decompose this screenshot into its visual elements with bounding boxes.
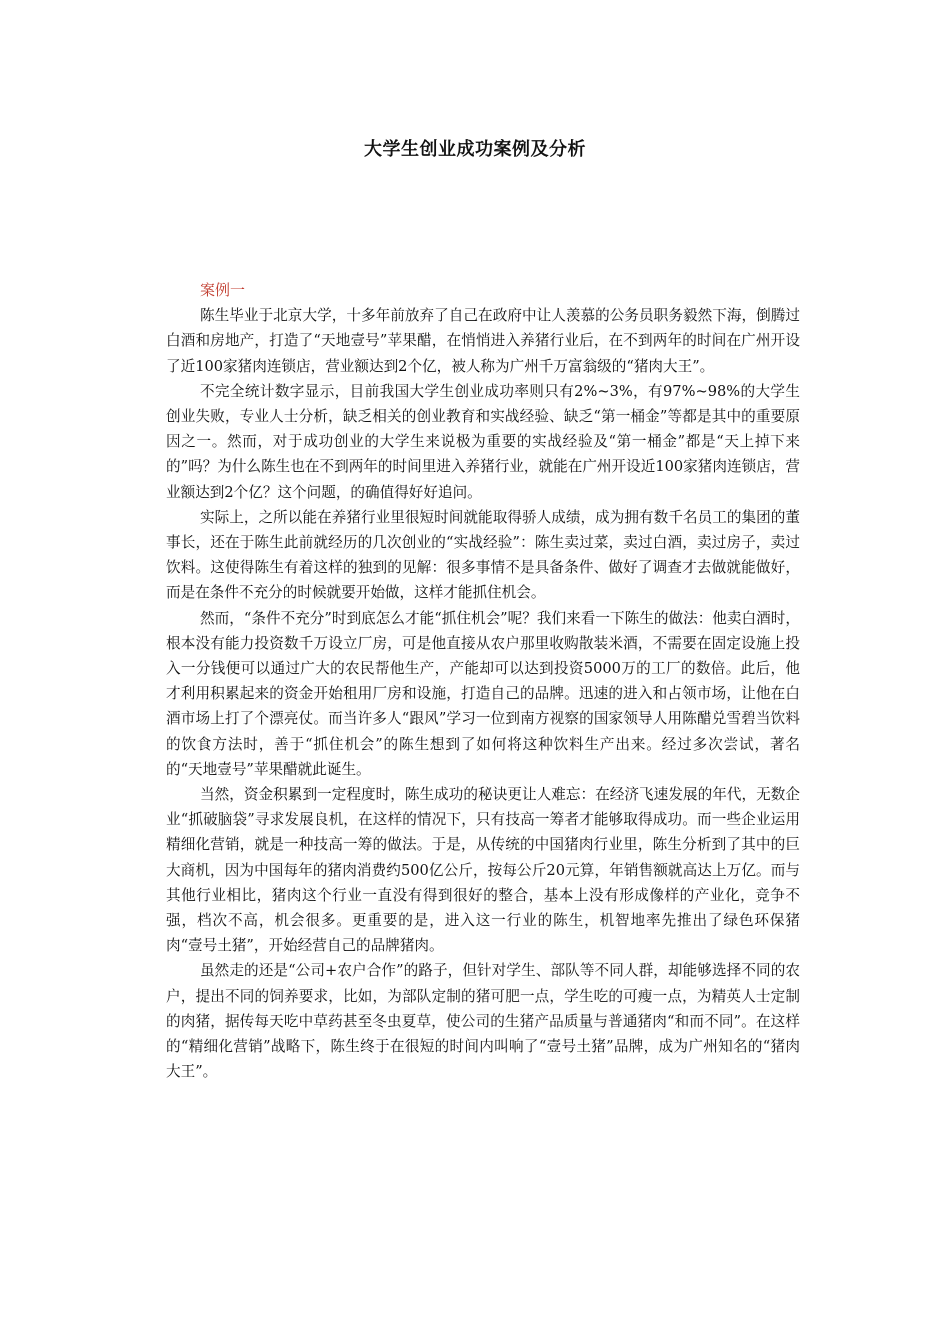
paragraph-3: 实际上，之所以能在养猪行业里很短时间就能取得骄人成绩，成为拥有数千名员工的集团的董事长，还在于陈生此前就经历的几次创业的“实战经验”：陈生卖过菜，卖过白酒，卖过房子，卖过饮料。这使得陈生有着这样的独到的见解：很多事情不是具备条件、做好了调查才去做就能做好，而是在条件不充分的时候就要开始做，这样才能抓住机会。 bbox=[166, 508, 800, 602]
section-heading-case-1: 案例一 bbox=[200, 281, 246, 299]
document-body bbox=[166, 278, 800, 1085]
paragraph-2: 不完全统计数字显示，目前我国大学生创业成功率则只有2%~3%，有97%~98%的大学生创业失败，专业人士分析，缺乏相关的创业教育和实战经验、缺乏“第一桶金”等都是其中的重要原因之一。然而，对于成功创业的大学生来说极为重要的实战经验及“第一桶金”都是“天上掉下来的”吗？为什么陈生也在不到两年的时间里进入养猪行业，就能在广州开设近100家猪肉连锁店，营业额达到2个亿？这个问题，的确值得好好追问。 bbox=[166, 382, 800, 501]
paragraph-5: 当然，资金积累到一定程度时，陈生成功的秘诀更让人难忘：在经济飞速发展的年代，无数企业“抓破脑袋”寻求发展良机，在这样的情况下，只有技高一筹者才能够取得成功。而一些企业运用精细化营销，就是一种技高一筹的做法。于是，从传统的中国猪肉行业里，陈生分析到了其中的巨大商机，因为中国每年的猪肉消费约500亿公斤，按每公斤20元算，年销售额就高达上万亿。而与其他行业相比，猪肉这个行业一直没有得到很好的整合，基本上没有形成像样的产业化，竞争不强，档次不高，机会很多。更重要的是，进入这一行业的陈生，机智地率先推出了绿色环保猪肉“壹号土猪”，开始经营自己的品牌猪肉。 bbox=[166, 786, 800, 955]
paragraph-1: 陈生毕业于北京大学，十多年前放弃了自己在政府中让人羡慕的公务员职务毅然下海，倒腾过白酒和房地产，打造了“天地壹号”苹果醋，在悄悄进入养猪行业后，在不到两年的时间在广州开设了近100家猪肉连锁店，营业额达到2个亿，被人称为广州千万富翁级的“猪肉大王”。 bbox=[166, 307, 800, 375]
document-title: 大学生创业成功案例及分析 bbox=[364, 139, 586, 160]
paragraph-4: 然而，“条件不充分”时到底怎么才能“抓住机会”呢？我们来看一下陈生的做法：他卖白酒时，根本没有能力投资数千万设立厂房，可是他直接从农户那里收购散装米酒，不需要在固定设施上投入一分钱便可以通过广大的农民帮他生产，产能却可以达到投资5000万的工厂的数倍。此后，他才利用积累起来的资金开始租用厂房和设施，打造自己的品牌。迅速的进入和占领市场，让他在白酒市场上打了个漂亮仗。而当许多人“跟风”学习一位到南方视察的国家领导人用陈醋兑雪碧当饮料的饮食方法时，善于“抓住机会”的陈生想到了如何将这种饮料生产出来。经过多次尝试，著名的“天地壹号”苹果醋就此诞生。 bbox=[166, 609, 800, 778]
paragraph-6: 虽然走的还是“公司+农户合作”的路子，但针对学生、部队等不同人群，却能够选择不同的农户，提出不同的饲养要求，比如，为部队定制的猪可肥一点，学生吃的可瘦一点，为精英人士定制的肉猪，据传每天吃中草药甚至冬虫夏草，使公司的生猪产品质量与普通猪肉“和而不同”。在这样的“精细化营销”战略下，陈生终于在很短的时间内叫响了“壹号土猪”品牌，成为广州知名的“猪肉大王”。 bbox=[166, 962, 800, 1081]
